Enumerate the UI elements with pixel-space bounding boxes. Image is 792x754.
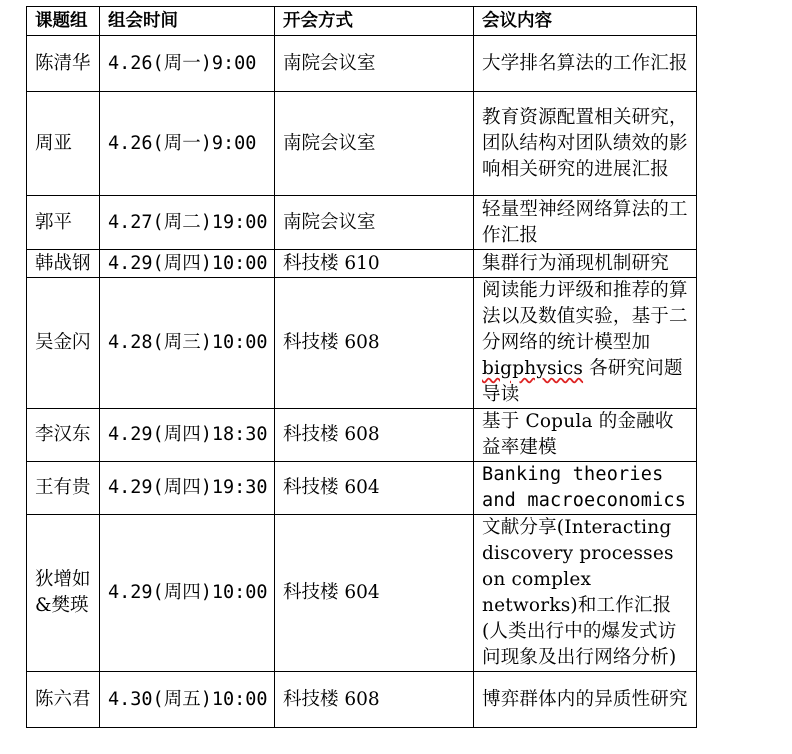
table-row [27, 515, 697, 672]
cell-content: 基于 Copula 的金融收益率建模 [474, 409, 697, 462]
cell-time: 4.29(周四)10:00 [100, 250, 275, 278]
cell-method: 南院会议室 [275, 92, 474, 196]
cell-method: 南院会议室 [275, 196, 474, 250]
cell-group: 王有贵 [27, 462, 100, 515]
cell-content: 教育资源配置相关研究，团队结构对团队绩效的影响相关研究的进展汇报 [474, 92, 697, 196]
cell-method: 科技楼 608 [275, 409, 474, 462]
cell-group: 陈六君 [27, 672, 100, 728]
cell-method: 科技楼 608 [275, 672, 474, 728]
cell-content: 轻量型神经网络算法的工作汇报 [474, 196, 697, 250]
cell-method: 科技楼 604 [275, 462, 474, 515]
cell-group: 陈清华 [27, 36, 100, 92]
header-method: 开会方式 [275, 7, 474, 36]
cell-time: 4.26(周一)9:00 [100, 36, 275, 92]
cell-group: 狄增如&樊瑛 [27, 515, 100, 672]
cell-content: 大学排名算法的工作汇报 [474, 36, 697, 92]
content-text-after: 各研究问题导读 [482, 358, 683, 405]
table-row [27, 409, 697, 462]
cell-method: 科技楼 610 [275, 250, 474, 278]
header-content: 会议内容 [474, 7, 697, 36]
table-row [27, 92, 697, 196]
table-row [27, 672, 697, 728]
cell-method: 科技楼 608 [275, 278, 474, 409]
table-row [27, 278, 697, 409]
table-row [27, 250, 697, 278]
cell-time: 4.26(周一)9:00 [100, 92, 275, 196]
cell-group: 韩战钢 [27, 250, 100, 278]
cell-method: 科技楼 604 [275, 515, 474, 672]
cell-group: 周亚 [27, 92, 100, 196]
cell-time: 4.29(周四)10:00 [100, 515, 275, 672]
cell-time: 4.30(周五)10:00 [100, 672, 275, 728]
table-row [27, 36, 697, 92]
header-time: 组会时间 [100, 7, 275, 36]
spellcheck-marked-word: bigphysics [482, 358, 584, 379]
cell-content: Banking theories and macroeconomics [474, 462, 697, 515]
meeting-schedule-table [26, 6, 697, 728]
content-text-before: 阅读能力评级和推荐的算法以及数值实验，基于二分网络的统计模型加 [482, 280, 688, 353]
cell-time: 4.29(周四)19:30 [100, 462, 275, 515]
table-header-row [27, 7, 697, 36]
table-row [27, 462, 697, 515]
cell-method: 南院会议室 [275, 36, 474, 92]
cell-content [474, 278, 697, 409]
cell-time: 4.28(周三)10:00 [100, 278, 275, 409]
header-group: 课题组 [27, 7, 100, 36]
cell-content: 文献分享(Interacting discovery processes on complex networks)和工作汇报(人类出行中的爆发式访问现象及出行网络分析) [474, 515, 697, 672]
cell-group: 郭平 [27, 196, 100, 250]
cell-time: 4.29(周四)18:30 [100, 409, 275, 462]
cell-group: 李汉东 [27, 409, 100, 462]
cell-content: 博弈群体内的异质性研究 [474, 672, 697, 728]
cell-group: 吴金闪 [27, 278, 100, 409]
cell-time: 4.27(周二)19:00 [100, 196, 275, 250]
cell-content: 集群行为涌现机制研究 [474, 250, 697, 278]
table-row [27, 196, 697, 250]
